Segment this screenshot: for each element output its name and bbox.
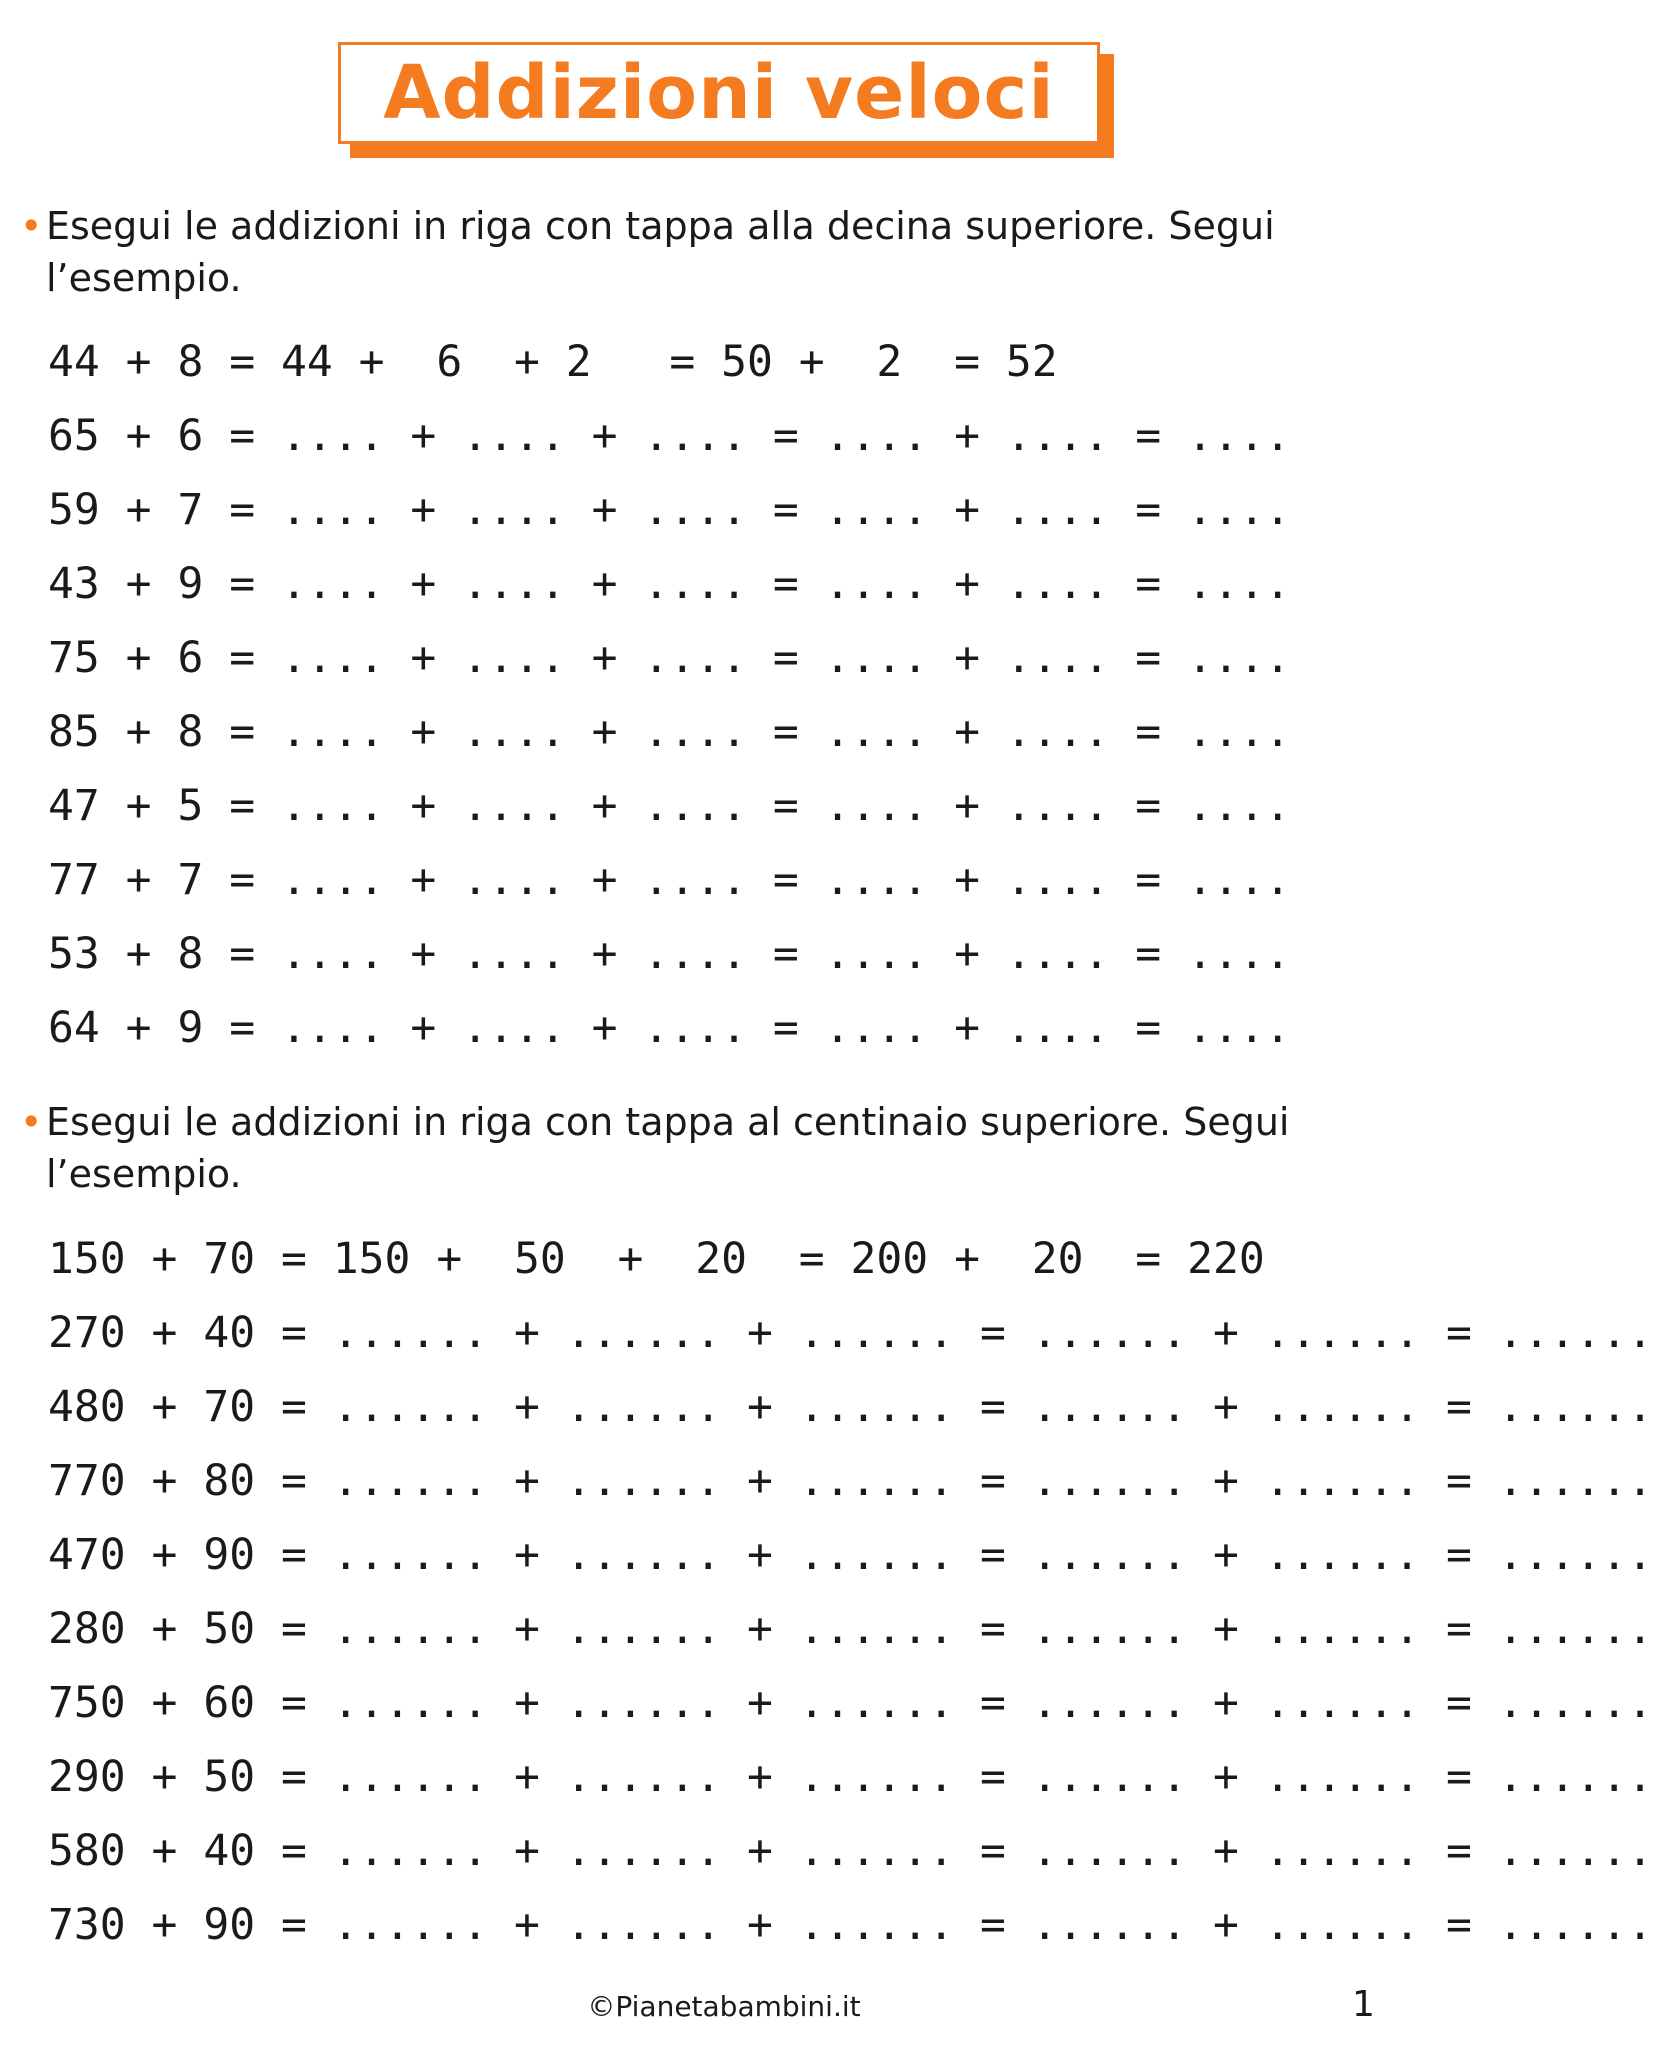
- exercise-row: 43 + 9 = .... + .... + .... = .... + .... = ....: [48, 559, 1291, 609]
- exercise-row: 53 + 8 = .... + .... + .... = .... + .... = ....: [48, 929, 1291, 979]
- exercise-row: 59 + 7 = .... + .... + .... = .... + .... = ....: [48, 485, 1291, 535]
- exercise-row: 730 + 90 = ...... + ...... + ...... = ...... + ...... = ......: [48, 1900, 1653, 1950]
- footer-copyright: ©Pianetabambini.it: [587, 1990, 861, 2023]
- exercise-row: 85 + 8 = .... + .... + .... = .... + .... = ....: [48, 707, 1291, 757]
- exercise-row-example: 44 + 8 = 44 + 6 + 2 = 50 + 2 = 52: [48, 337, 1058, 387]
- section1-exercises: [48, 325, 1291, 1065]
- page-title: Addizioni veloci: [383, 50, 1055, 136]
- section1-instruction: [20, 200, 1446, 304]
- section2-instruction: [20, 1096, 1446, 1200]
- exercise-row: 77 + 7 = .... + .... + .... = .... + .... = ....: [48, 855, 1291, 905]
- exercise-row: 280 + 50 = ...... + ...... + ...... = ...... + ...... = ......: [48, 1604, 1653, 1654]
- section2-exercises: [48, 1222, 1653, 1962]
- exercise-row: 770 + 80 = ...... + ...... + ...... = ...... + ...... = ......: [48, 1456, 1653, 1506]
- exercise-row: 470 + 90 = ...... + ...... + ...... = ...... + ...... = ......: [48, 1530, 1653, 1580]
- section1-instruction-text: Esegui le addizioni in riga con tappa alla decina superiore. Segui l’esempio.: [46, 204, 1275, 300]
- exercise-row: 64 + 9 = .... + .... + .... = .... + .... = ....: [48, 1003, 1291, 1053]
- section2-instruction-text: Esegui le addizioni in riga con tappa al centinaio superiore. Segui l’esempio.: [46, 1100, 1290, 1196]
- exercise-row: 65 + 6 = .... + .... + .... = .... + .... = ....: [48, 411, 1291, 461]
- exercise-row: 290 + 50 = ...... + ...... + ...... = ...... + ...... = ......: [48, 1752, 1653, 1802]
- exercise-row: 480 + 70 = ...... + ...... + ...... = ...... + ...... = ......: [48, 1382, 1653, 1432]
- exercise-row-example: 150 + 70 = 150 + 50 + 20 = 200 + 20 = 220: [48, 1234, 1265, 1284]
- exercise-row: 270 + 40 = ...... + ...... + ...... = ...... + ...... = ......: [48, 1308, 1653, 1358]
- exercise-row: 580 + 40 = ...... + ...... + ...... = ...... + ...... = ......: [48, 1826, 1653, 1876]
- bullet-icon: •: [20, 1100, 43, 1144]
- exercise-row: 75 + 6 = .... + .... + .... = .... + .... = ....: [48, 633, 1291, 683]
- bullet-icon: •: [20, 204, 43, 248]
- page-number: 1: [1352, 1984, 1375, 2025]
- exercise-row: 47 + 5 = .... + .... + .... = .... + .... = ....: [48, 781, 1291, 831]
- exercise-row: 750 + 60 = ...... + ...... + ...... = ...... + ...... = ......: [48, 1678, 1653, 1728]
- title-box: [338, 42, 1100, 144]
- title-banner: [338, 42, 1108, 150]
